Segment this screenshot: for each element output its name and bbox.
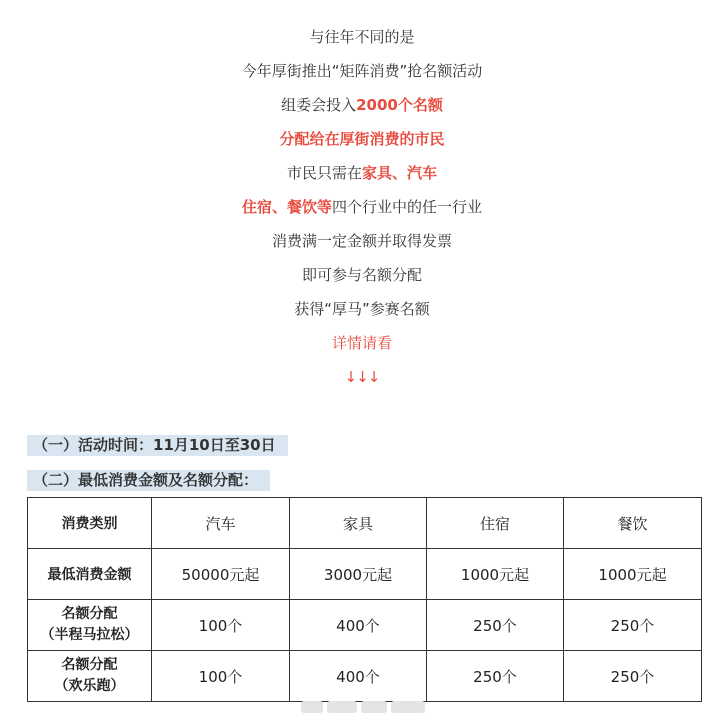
half-marathon-lodging: 250个	[427, 600, 564, 651]
watermark-segment	[301, 701, 323, 713]
table-row	[28, 651, 702, 702]
intro-line-5-text: 市民只需在	[286, 164, 362, 182]
intro-line-3	[0, 90, 724, 124]
min-spend-dining: 1000元起	[564, 549, 702, 600]
intro-line-7	[0, 226, 724, 260]
intro-line-8	[0, 260, 724, 294]
section-allocation: （二）最低消费金额及名额分配：	[27, 470, 270, 491]
intro-text	[0, 22, 724, 396]
blurred-watermark	[290, 698, 436, 716]
intro-line-7-text: 消费满一定金额并取得发票	[271, 232, 452, 250]
intro-line-1	[0, 22, 724, 56]
intro-line-8-text: 即可参与名额分配	[301, 266, 422, 284]
row-label-fun-run	[28, 651, 152, 702]
half-marathon-furniture: 400个	[290, 600, 427, 651]
intro-line-9	[0, 294, 724, 328]
watermark-segment	[391, 701, 425, 713]
table-row	[28, 600, 702, 651]
down-arrows-icon: ↓↓↓	[344, 368, 380, 386]
category-furniture: 家具	[290, 498, 427, 549]
row-label-half-marathon-line2: （半程马拉松）	[40, 627, 139, 643]
intro-line-3-text: 组委会投入	[281, 96, 357, 114]
intro-line-6-text: 四个行业中的任一行业	[332, 198, 483, 216]
table-header-row	[28, 498, 702, 549]
min-spend-lodging: 1000元起	[427, 549, 564, 600]
details-prompt: 详情请看	[331, 334, 392, 352]
watermark-segment	[327, 701, 357, 713]
category-lodging: 住宿	[427, 498, 564, 549]
row-label-fun-run-line1: 名额分配	[61, 657, 118, 673]
table-row	[28, 549, 702, 600]
allocation-table	[27, 497, 702, 702]
half-marathon-car: 100个	[152, 600, 290, 651]
intro-line-1-text: 与往年不同的是	[309, 28, 415, 46]
industries-highlight-1: 家具、汽车	[362, 164, 438, 182]
intro-line-2-text: 今年厚街推出“矩阵消费”抢名额活动	[241, 62, 483, 80]
quota-total-highlight: 2000个名额	[356, 96, 443, 114]
intro-line-10	[0, 328, 724, 362]
intro-line-11	[0, 362, 724, 396]
table-corner-cell: 消费类别	[28, 498, 152, 549]
half-marathon-dining: 250个	[564, 600, 702, 651]
row-label-min-spend: 最低消费金额	[28, 549, 152, 600]
row-label-half-marathon-line1: 名额分配	[61, 606, 118, 622]
watermark-segment	[361, 701, 387, 713]
intro-line-5	[0, 158, 724, 192]
fun-run-car: 100个	[152, 651, 290, 702]
category-dining: 餐饮	[564, 498, 702, 549]
section-activity-time: （一）活动时间：11月10日至30日	[27, 435, 288, 456]
fun-run-dining: 250个	[564, 651, 702, 702]
fun-run-lodging: 250个	[427, 651, 564, 702]
min-spend-furniture: 3000元起	[290, 549, 427, 600]
min-spend-car: 50000元起	[152, 549, 290, 600]
row-label-half-marathon	[28, 600, 152, 651]
industries-highlight-2: 住宿、餐饮等	[241, 198, 332, 216]
intro-line-9-text: 获得“厚马”参赛名额	[294, 300, 430, 318]
intro-line-4	[0, 124, 724, 158]
distribution-highlight: 分配给在厚街消费的市民	[279, 130, 445, 148]
fun-run-furniture: 400个	[290, 651, 427, 702]
category-car: 汽车	[152, 498, 290, 549]
row-label-fun-run-line2: （欢乐跑）	[54, 678, 125, 694]
intro-line-6	[0, 192, 724, 226]
intro-line-2	[0, 56, 724, 90]
